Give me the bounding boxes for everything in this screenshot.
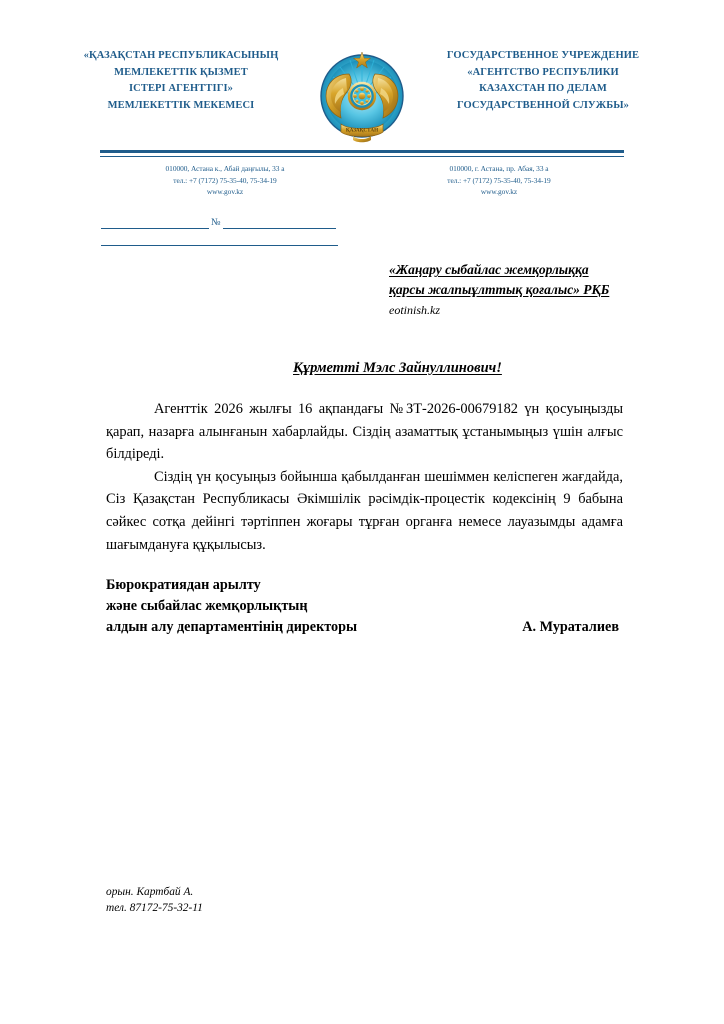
- organization-russian-line-2: «АГЕНТСТВО РЕСПУБЛИКИ: [467, 66, 619, 78]
- organization-kazakh-line-3: ІСТЕРІ АГЕНТТІГІ»: [128, 83, 234, 94]
- address-kazakh-website[interactable]: www.gov.kz: [206, 187, 244, 196]
- organization-kazakh-line-1: «ҚАЗАҚСТАН РЕСПУБЛИКАСЫНЫҢ: [83, 50, 279, 61]
- signatory-title: [106, 575, 623, 638]
- address-kazakh-phone: тел.: +7 (7172) 75-35-40, 75-34-19: [173, 175, 277, 185]
- executor-phone: тел. 87172-75-32-11: [106, 902, 203, 914]
- signatory-name: А. Мураталиев: [522, 619, 619, 635]
- address-russian-website[interactable]: www.gov.kz: [480, 187, 518, 196]
- recipient-website[interactable]: eotinish.kz: [389, 303, 440, 317]
- emblem-inscription: ҚАЗАҚСТАН: [345, 127, 379, 134]
- address-russian-phone: тел.: +7 (7172) 75-35-40, 75-34-19: [447, 175, 551, 185]
- number-symbol: №: [211, 217, 221, 228]
- recipient-name-line-1: «Жаңару сыбайлас жемқорлыққа: [389, 262, 589, 277]
- date-number-blank-fields: [101, 214, 351, 250]
- signatory-title-line-2: және сыбайлас жемқорлықтың: [106, 598, 308, 614]
- address-kazakh: [100, 163, 350, 198]
- letterhead: [0, 44, 724, 148]
- recipient-name-line-2: қарсы жалпыұлттық қоғалыс» РҚБ: [389, 282, 610, 297]
- organization-name-kazakh: [47, 44, 315, 114]
- letter-body: [106, 398, 623, 556]
- reference-row: [101, 231, 338, 246]
- header-divider-thin: [100, 156, 624, 157]
- organization-russian-line-1: ГОСУДАРСТВЕННОЕ УЧРЕЖДЕНИЕ: [446, 50, 640, 61]
- header-divider-thick: [100, 150, 624, 153]
- organization-kazakh-line-2: МЕМЛЕКЕТТІК ҚЫЗМЕТ: [114, 66, 248, 78]
- address-russian-street: 010000, г. Астана, пр. Абая, 33 а: [449, 164, 549, 173]
- organization-russian-line-3: КАЗАХСТАН ПО ДЕЛАМ: [479, 83, 607, 94]
- signatory-title-line-3-row: [106, 617, 623, 638]
- body-paragraph-2: Сіздің үн қосуыңыз бойынша қабылданған шешіммен келіспеген жағдайда, Сіз Қазақстан Республикасы Әкімшілік рәсімдік-процестік кодексінің 9 бабына сәйкес сотқа дейінгі тәртіппен жоғары тұрған органға немесе лауазымды адамға шағымдануға құқылысыз.: [106, 468, 623, 553]
- organization-name-russian: [409, 44, 677, 114]
- signature-block: [106, 575, 623, 638]
- executor-name: орын. Картбай А.: [106, 886, 194, 898]
- date-blank-line[interactable]: [101, 214, 209, 229]
- greeting-line: Құрметті Мэлс Зайнуллинович!: [293, 360, 502, 376]
- address-kazakh-street: 010000, Астана к., Абай даңғылы, 33 а: [165, 164, 285, 173]
- address-block: [100, 163, 624, 198]
- date-number-row: [101, 214, 338, 229]
- reference-blank-line[interactable]: [101, 231, 338, 246]
- signatory-title-line-3: алдын алу департаментінің директоры: [106, 619, 358, 635]
- recipient-block: [389, 260, 689, 319]
- executor-footnote: [106, 884, 203, 916]
- signatory-title-line-1: Бюрократиядан арылту: [106, 577, 261, 593]
- address-russian: [374, 163, 624, 198]
- kazakhstan-state-emblem-icon: [319, 44, 405, 148]
- number-blank-line[interactable]: [223, 214, 336, 229]
- organization-russian-line-4: ГОСУДАРСТВЕННОЙ СЛУЖБЫ»: [456, 99, 630, 111]
- organization-kazakh-line-4: МЕМЛЕКЕТТІК МЕКЕМЕСІ: [107, 99, 255, 111]
- body-paragraph-1: Агенттік 2026 жылғы 16 ақпандағы №ЗТ-2026-00679182 үн қосуыңызды қарап, назарға алынғанын хабарлайды. Сіздің азаматтық ұстанымыңыз үшін алғыс білдіреді.: [106, 401, 623, 463]
